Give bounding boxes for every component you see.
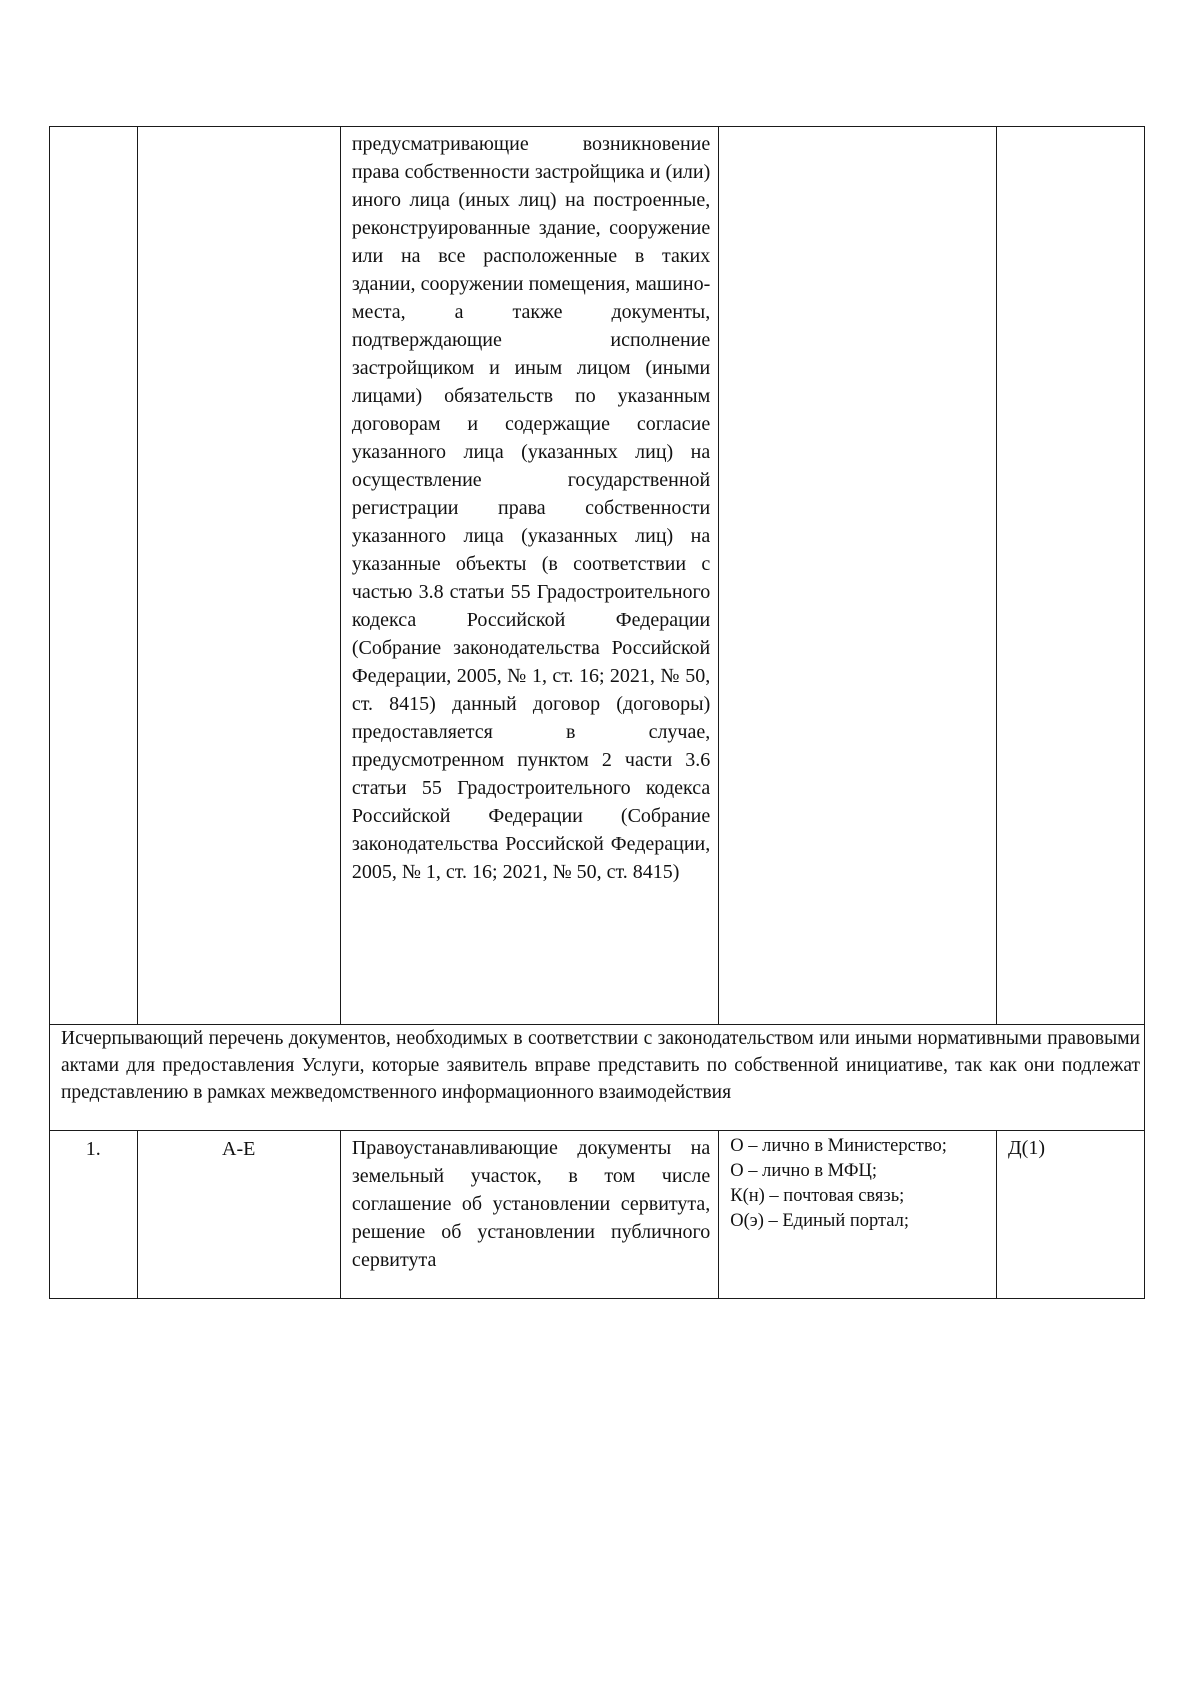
submission-channels — [719, 1131, 996, 1234]
row-number: 1. — [85, 1138, 101, 1160]
number-cell — [50, 1131, 138, 1299]
document-cell — [340, 127, 718, 1025]
documents-table — [49, 126, 1145, 1299]
document-code: Д(1) — [1008, 1137, 1045, 1159]
channels-cell — [719, 127, 997, 1025]
number-cell — [50, 127, 138, 1025]
applicant-categories: А-Е — [222, 1138, 256, 1160]
channel-ministry: О – лично в Министерство; — [730, 1136, 947, 1156]
channel-post: К(н) – почтовая связь; — [730, 1186, 905, 1206]
table-row — [50, 1131, 1145, 1299]
code-cell — [997, 127, 1145, 1025]
categories-cell — [137, 1131, 340, 1299]
channel-portal: О(э) – Единый портал; — [730, 1211, 910, 1231]
categories-cell — [137, 127, 340, 1025]
code-cell — [997, 1131, 1145, 1299]
channels-cell — [719, 1131, 997, 1299]
document-text: Правоустанавливающие документы на земельный участок, в том числе соглашение об установлении сервитута, решение об установлении публичного сервитута — [351, 1137, 711, 1271]
section-header-row — [50, 1025, 1145, 1131]
section-header-text: Исчерпывающий перечень документов, необходимых в соответствии с законодательством или иными нормативными правовыми актами для предоставления Услуги, которые заявитель вправе представить по собственной инициативе, так как они подлежат представлению в рамках межведомственного информационного взаимодействия — [61, 1028, 1140, 1103]
channel-mfc: О – лично в МФЦ; — [730, 1161, 878, 1181]
table-row-continuation — [50, 127, 1145, 1025]
section-header-cell — [50, 1025, 1145, 1131]
document-text: предусматривающие возникновение права собственности застройщика и (или) иного лица (иных лиц) на построенные, реконструированные здание, сооружение или на все расположенные в таких здании, сооружении помещения, машино-места, а также документы, подтверждающие исполнение застройщиком и иным лицом (иными лицами) обязательств по указанным договорам и содержащие согласие указанного лица (указанных лиц) на осуществление государственной регистрации права собственности указанного лица (указанных лиц) на указанные объекты (в соответствии с частью 3.8 статьи 55 Градостроительного кодекса Российской Федерации (Собрание законодательства Российской Федерации, 2005, № 1, ст. 16; 2021, № 50, ст. 8415) данный договор (договоры) предоставляется в случае, предусмотренном пунктом 2 части 3.6 статьи 55 Градостроительного кодекса Российской Федерации (Собрание законодательства Российской Федерации, 2005, № 1, ст. 16; 2021, № 50, ст. 8415) — [351, 133, 711, 883]
document-cell — [340, 1131, 718, 1299]
